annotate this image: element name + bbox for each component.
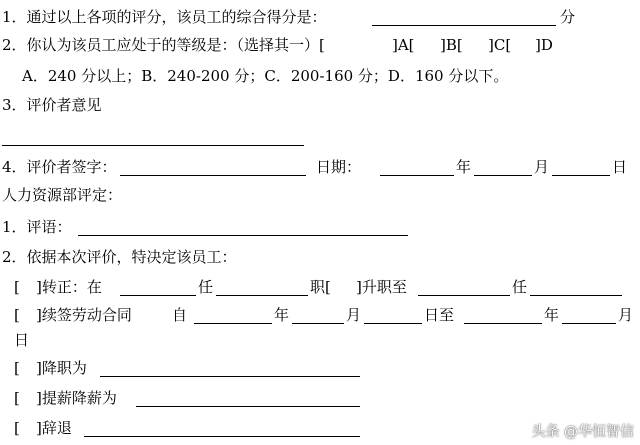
regular-label: ]转正：在: [36, 278, 102, 296]
hr-title-text: 人力资源部评定：: [2, 186, 123, 204]
score-field[interactable]: [372, 25, 556, 26]
watermark: 头条 @华恒智信: [531, 424, 634, 440]
salary-label: ]提薪降薪为: [36, 389, 117, 407]
grade-option-b[interactable]: ]B[: [440, 36, 463, 54]
grade-option-a[interactable]: ]A[: [392, 36, 415, 54]
date-day-field[interactable]: [552, 175, 610, 176]
promote-position-field[interactable]: [530, 295, 622, 296]
renew-start-day-field[interactable]: [364, 323, 422, 324]
demote-checkbox[interactable]: [: [14, 359, 20, 377]
renew-start-year-field[interactable]: [194, 323, 272, 324]
renew-label: ]续签劳动合同: [36, 306, 132, 324]
dismiss-checkbox[interactable]: [: [14, 419, 20, 437]
day-label: 日: [612, 158, 628, 176]
renew-from-label: 自: [172, 306, 188, 324]
renew-month2-label: 月: [618, 306, 634, 324]
dismiss-field[interactable]: [84, 436, 360, 437]
renew-end-year-field[interactable]: [464, 323, 542, 324]
grade-option-c[interactable]: ]C[: [488, 36, 512, 54]
decision-label: 2．依据本次评价，特决定该员工：: [2, 248, 237, 266]
salary-field[interactable]: [136, 406, 360, 407]
renew-end-month-field[interactable]: [562, 323, 616, 324]
comment-label: 1．评语：: [2, 218, 72, 236]
renew-day2-label: 日: [14, 331, 30, 349]
ren2-label: 任: [512, 278, 528, 296]
reviewer-opinion-text: 3．评价者意见: [2, 96, 102, 114]
signature-label: 4．评价者签字：: [2, 158, 117, 176]
demote-label: ]降职为: [36, 359, 87, 377]
score-unit: 分: [560, 8, 576, 26]
zhi-label: 职[: [310, 278, 331, 296]
promote-label[interactable]: ]升职至: [356, 278, 407, 296]
date-label: 日期：: [316, 158, 362, 176]
signature-field[interactable]: [120, 175, 306, 176]
promote-department-field[interactable]: [418, 295, 510, 296]
grade-question-text: 2．你认为该员工应处于的等级是：（选择其一）[: [2, 36, 325, 54]
renew-start-month-field[interactable]: [292, 323, 344, 324]
reviewer-opinion-field[interactable]: [2, 145, 304, 146]
regular-department-field[interactable]: [120, 295, 196, 296]
grade-option-d[interactable]: ]D: [535, 36, 553, 54]
renew-year-label: 年: [274, 306, 290, 324]
renew-year2-label: 年: [544, 306, 560, 324]
renew-dayto-label: 日至: [424, 306, 455, 324]
month-label: 月: [534, 158, 550, 176]
date-year-field[interactable]: [380, 175, 454, 176]
year-label: 年: [456, 158, 472, 176]
comment-field[interactable]: [78, 235, 408, 236]
ren-label: 任: [198, 278, 214, 296]
renew-month-label: 月: [346, 306, 362, 324]
renew-checkbox[interactable]: [: [14, 306, 20, 324]
salary-checkbox[interactable]: [: [14, 389, 20, 407]
grade-scale-text: A．240 分以上；B．240-200 分；C．200-160 分；D．160 分以下。: [22, 67, 509, 85]
regular-position-field[interactable]: [216, 295, 308, 296]
demote-field[interactable]: [100, 376, 360, 377]
regular-checkbox[interactable]: [: [14, 278, 20, 296]
dismiss-label: ]辞退: [36, 419, 72, 437]
date-month-field[interactable]: [474, 175, 532, 176]
score-question-text: 1．通过以上各项的评分，该员工的综合得分是：: [2, 8, 327, 26]
